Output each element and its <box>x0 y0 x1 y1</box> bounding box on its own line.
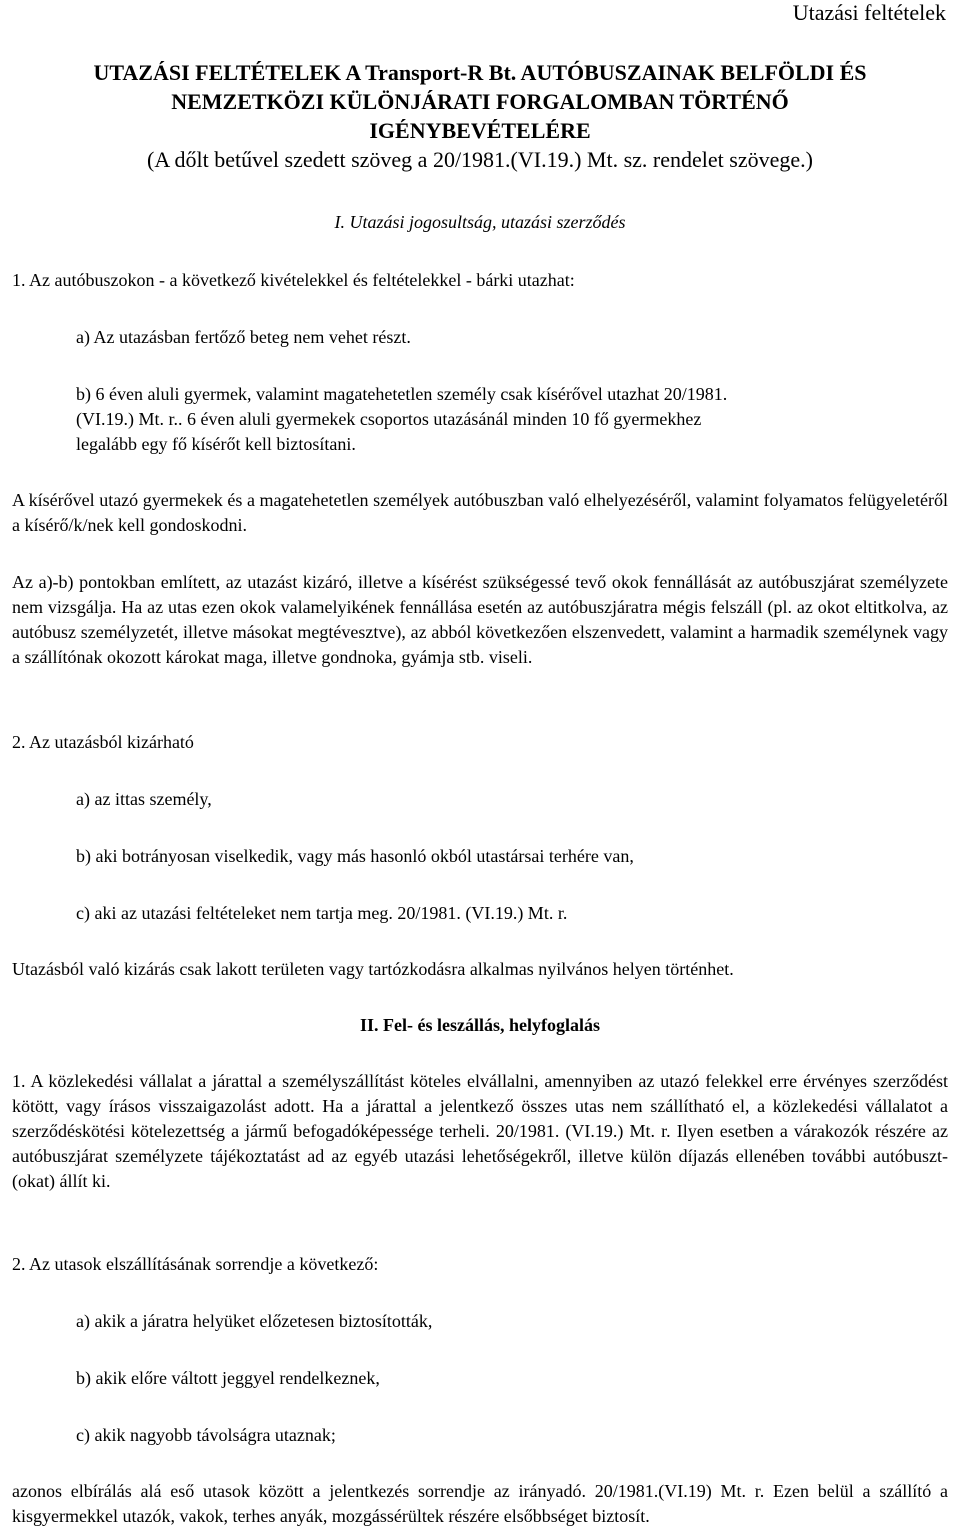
item-b-line-1: b) 6 éven aluli gyermek, valamint magatehetetlen személy csak kísérővel utazhat 20/1981. <box>76 384 728 404</box>
title-line-3: IGÉNYBEVÉTELÉRE <box>369 118 591 143</box>
document-title <box>12 58 948 174</box>
title-line-1: UTAZÁSI FELTÉTELEK A Transport-R Bt. AUTÓBUSZAINAK BELFÖLDI ÉS <box>93 60 867 85</box>
section-1-para-2-item-c: c) aki az utazási feltételeket nem tartja meg. 20/1981. (VI.19.) Mt. r. <box>76 903 568 923</box>
section-1-para-kisero: A kísérővel utazó gyermekek és a magatehetetlen személyek autóbuszban való elhelyezéséről, valamint folyamatos felügyeletéről a kísérő/k/nek kell gondoskodni. <box>12 490 948 535</box>
item-b-line-2: (VI.19.) Mt. r.. 6 éven aluli gyermekek csoportos utazásánál minden 10 fő gyermekhez <box>76 409 702 429</box>
running-header: Utazási feltételek <box>792 0 946 25</box>
item-b-line-3: legalább egy fő kísérőt kell biztosítani. <box>76 434 356 454</box>
section-1-para-2: 2. Az utazásból kizárható <box>12 732 194 752</box>
section-1-item-b <box>76 382 948 457</box>
section-1-para-2-item-a: a) az ittas személy, <box>76 789 212 809</box>
section-2-para-2-item-a: a) akik a járatra helyüket előzetesen biztosították, <box>76 1311 433 1331</box>
section-2-heading: II. Fel- és leszállás, helyfoglalás <box>360 1015 600 1035</box>
section-2-para-2-item-b: b) akik előre váltott jeggyel rendelkeznek, <box>76 1368 380 1388</box>
section-1-heading: I. Utazási jogosultság, utazási szerződés <box>334 212 626 232</box>
title-note: (A dőlt betűvel szedett szöveg a 20/1981.(VI.19.) Mt. sz. rendelet szövege.) <box>147 147 813 172</box>
section-1-item-a: a) Az utazásban fertőző beteg nem vehet részt. <box>76 327 411 347</box>
section-2-para-1: 1. A közlekedési vállalat a járattal a személyszállítást köteles elvállalni, amennyiben az utazó felekkel erre érvényes szerződést kötött, vagy írásos visszaigazolást adott. Ha a járattal a jelentkező összes utas nem szállítható el, a közlekedési vállalatot a szerződéskötési kötelezettség a jármű befogadóképessége terheli. 20/1981. (VI.19.) Mt. r. Ilyen esetben a várakozók részére az autóbuszjárat személyzete tájékoztatást ad az egyéb utazási lehetőségekről, illetve külön díjazás ellenében további autóbuszt-(okat) állít ki. <box>12 1071 948 1191</box>
section-1-para-2-item-b: b) aki botrányosan viselkedik, vagy más hasonló okból utastársai terhére van, <box>76 846 634 866</box>
section-1-para-kizaras: Utazásból való kizárás csak lakott területen vagy tartózkodásra alkalmas nyilvános helyen történhet. <box>12 959 734 979</box>
section-2-para-2-item-c: c) akik nagyobb távolságra utaznak; <box>76 1425 336 1445</box>
section-1-para-1: 1. Az autóbuszokon - a következő kivételekkel és feltételekkel - bárki utazhat: <box>12 270 575 290</box>
section-2-para-2: 2. Az utasok elszállításának sorrendje a következő: <box>12 1254 379 1274</box>
title-line-2: NEMZETKÖZI KÜLÖNJÁRATI FORGALOMBAN TÖRTÉNŐ <box>171 89 789 114</box>
section-2-para-last: azonos elbírálás alá eső utasok között a jelentkezés sorrendje az irányadó. 20/1981.(VI.19) Mt. r. Ezen belül a szállító a kisgyermekkel utazók, vakok, terhes anyák, mozgássérültek részére elsőbbséget biztosít. <box>12 1481 948 1526</box>
section-1-para-ab: Az a)-b) pontokban említett, az utazást kizáró, illetve a kísérést szükségessé tevő okok fennállását az autóbuszjárat személyzete nem vizsgálja. Ha az utas ezen okok valamelyikének fennállása esetén az autóbuszjáratra mégis felszáll (pl. az okot eltitkolva, az autóbusz személyzetét, illetve másokat megtévesztve), az abból következően elszenvedett, valamint a harmadik személynek vagy a szállítónak okozott károkat maga, illetve gondnoka, gyámja stb. viseli. <box>12 572 948 667</box>
